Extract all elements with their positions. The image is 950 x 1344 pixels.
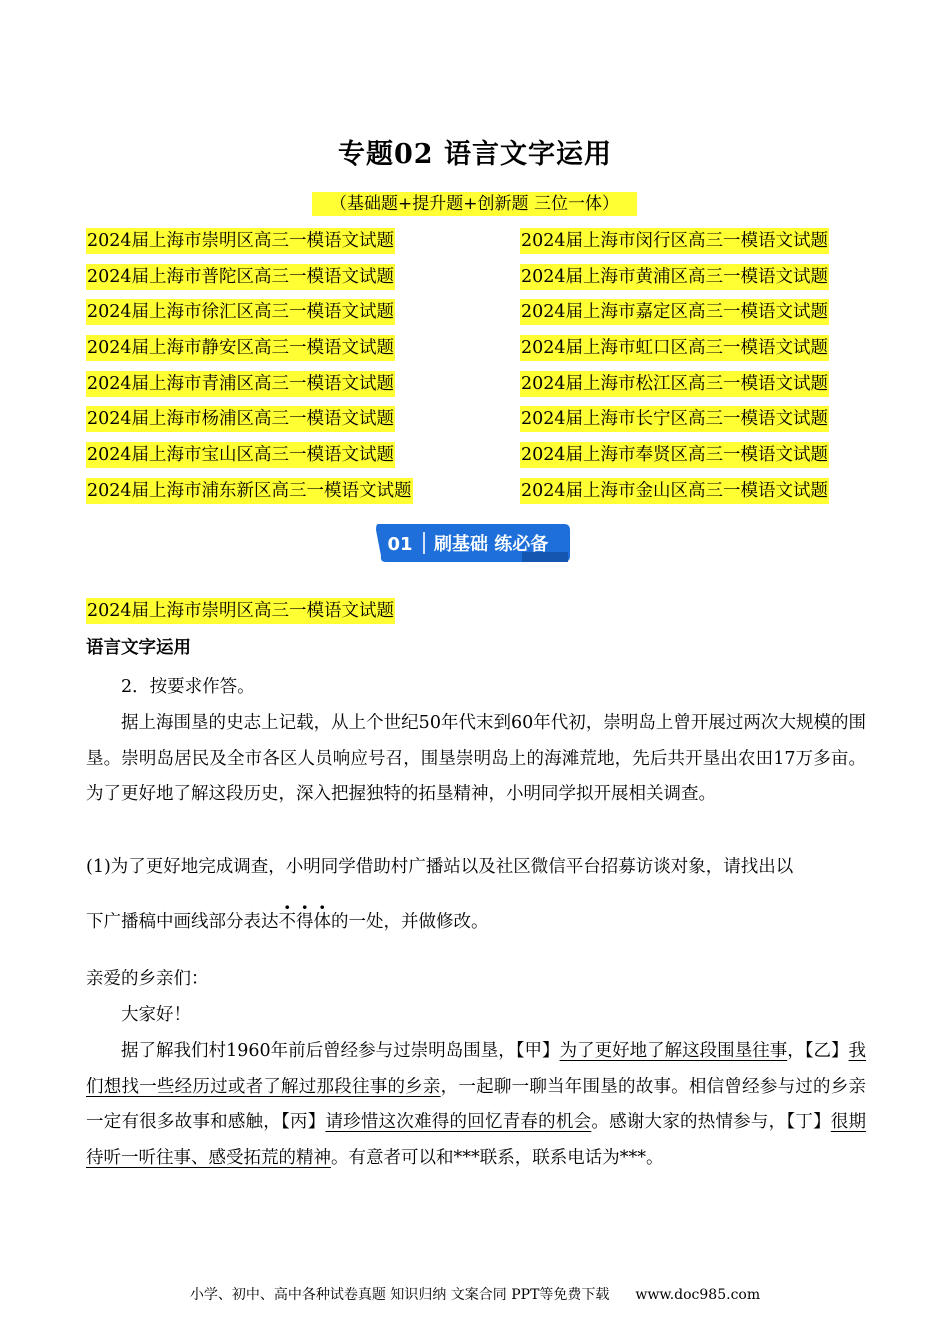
exam-item: 2024届上海市黄浦区高三一模语文试题: [520, 264, 829, 290]
sub-question-text: 的一处，并做修改。: [331, 912, 489, 932]
exam-row: [86, 442, 866, 478]
letter-text: 。感谢大家的热情参与，: [591, 1112, 787, 1133]
exam-row: [86, 406, 866, 442]
underlined-phrase-yi: 我们想找一些经历过或者了解过那段往事的乡亲: [86, 1041, 867, 1097]
badge-number: 01: [387, 534, 413, 555]
letter-greeting: 亲爱的乡亲们：: [86, 969, 209, 989]
exam-item: 2024届上海市徐汇区高三一模语文试题: [86, 299, 395, 325]
question-intro: 据上海围垦的史志上记载，从上个世纪50年代末到60年代初，崇明岛上曾开展过两次大规模的围垦。崇明岛居民及全市各区人员响应号召，围垦崇明岛上的海滩荒地，先后共开垦出农田17万多亩。为了更好地了解这段历史，深入把握独特的拓垦精神，小明同学拟开展相关调查。: [86, 713, 866, 805]
section-heading: 语言文字运用: [86, 638, 191, 658]
underlined-phrase-ding: 很期待听一听往事、感受拓荒的精神: [86, 1112, 867, 1169]
exam-item: 2024届上海市嘉定区高三一模语文试题: [520, 299, 829, 325]
emphasis-char: 体: [313, 912, 331, 932]
letter-body: [86, 1034, 866, 1177]
exam-item: 2024届上海市崇明区高三一模语文试题: [86, 228, 395, 254]
letter-text: 。有意者可以和***联系，联系电话为***。: [331, 1148, 664, 1169]
exam-row: [86, 228, 866, 264]
exam-row: [86, 264, 866, 300]
exam-list: [86, 228, 866, 514]
exam-row: [86, 335, 866, 371]
subtitle-banner: （基础题+提升题+创新题 三位一体）: [312, 192, 637, 216]
exam-row: [86, 478, 866, 514]
exam-item: 2024届上海市杨浦区高三一模语文试题: [86, 406, 395, 432]
marker-ding: 【丁】: [786, 1112, 831, 1133]
letter-text: ，一起聊一聊当年围垦的故事。相信曾经参与过的乡亲一定有很多故事和感触，: [86, 1076, 867, 1133]
marker-yi: 【乙】: [804, 1041, 849, 1061]
footer-text: 小学、初中、高中各种试卷真题 知识归纳 文案合同 PPT等免费下载: [189, 1287, 610, 1303]
exam-item: 2024届上海市长宁区高三一模语文试题: [520, 406, 829, 432]
letter-hello: 大家好！: [121, 1005, 191, 1025]
exam-row: [86, 371, 866, 407]
exam-item: 2024届上海市虹口区高三一模语文试题: [520, 335, 829, 361]
marker-bing: 【丙】: [281, 1112, 326, 1133]
footer-site-link[interactable]: www.doc985.com: [635, 1287, 761, 1303]
letter-text: ，: [787, 1041, 805, 1061]
exam-item: 2024届上海市青浦区高三一模语文试题: [86, 371, 395, 397]
underlined-phrase-bing: 请珍惜这次难得的回忆青春的机会: [325, 1112, 592, 1133]
badge-label: 刷基础 练必备: [434, 534, 549, 555]
marker-jia: 【甲】: [515, 1041, 560, 1061]
question-number: 2．按要求作答。: [121, 677, 255, 697]
exam-item: 2024届上海市静安区高三一模语文试题: [86, 335, 395, 361]
exam-item: 2024届上海市普陀区高三一模语文试题: [86, 264, 395, 290]
question-source: 2024届上海市崇明区高三一模语文试题: [86, 598, 395, 624]
underlined-phrase-jia: 为了更好地了解这段围垦往事: [559, 1041, 788, 1061]
sub-question-line: (1)为了更好地完成调查，小明同学借助村广播站以及社区微信平台招募访谈对象，请找出以: [86, 857, 794, 877]
letter-text: 据了解我们村1960年前后曾经参与过崇明岛围垦，: [121, 1041, 516, 1061]
exam-item: 2024届上海市奉贤区高三一模语文试题: [520, 442, 829, 468]
section-badge: [372, 522, 572, 564]
page-title: 专题02 语言文字运用: [338, 139, 612, 170]
exam-item: 2024届上海市闵行区高三一模语文试题: [520, 228, 829, 254]
exam-item: 2024届上海市浦东新区高三一模语文试题: [86, 478, 413, 504]
emphasis-char: 不: [278, 912, 296, 932]
exam-item: 2024届上海市金山区高三一模语文试题: [520, 478, 829, 504]
exam-row: [86, 299, 866, 335]
emphasis-char: 得: [296, 912, 314, 932]
exam-item: 2024届上海市松江区高三一模语文试题: [520, 371, 829, 397]
sub-question-line: [86, 905, 866, 941]
exam-item: 2024届上海市宝山区高三一模语文试题: [86, 442, 395, 468]
page-footer: [0, 1284, 950, 1304]
sub-question-text: 下广播稿中画线部分表达: [86, 912, 279, 932]
